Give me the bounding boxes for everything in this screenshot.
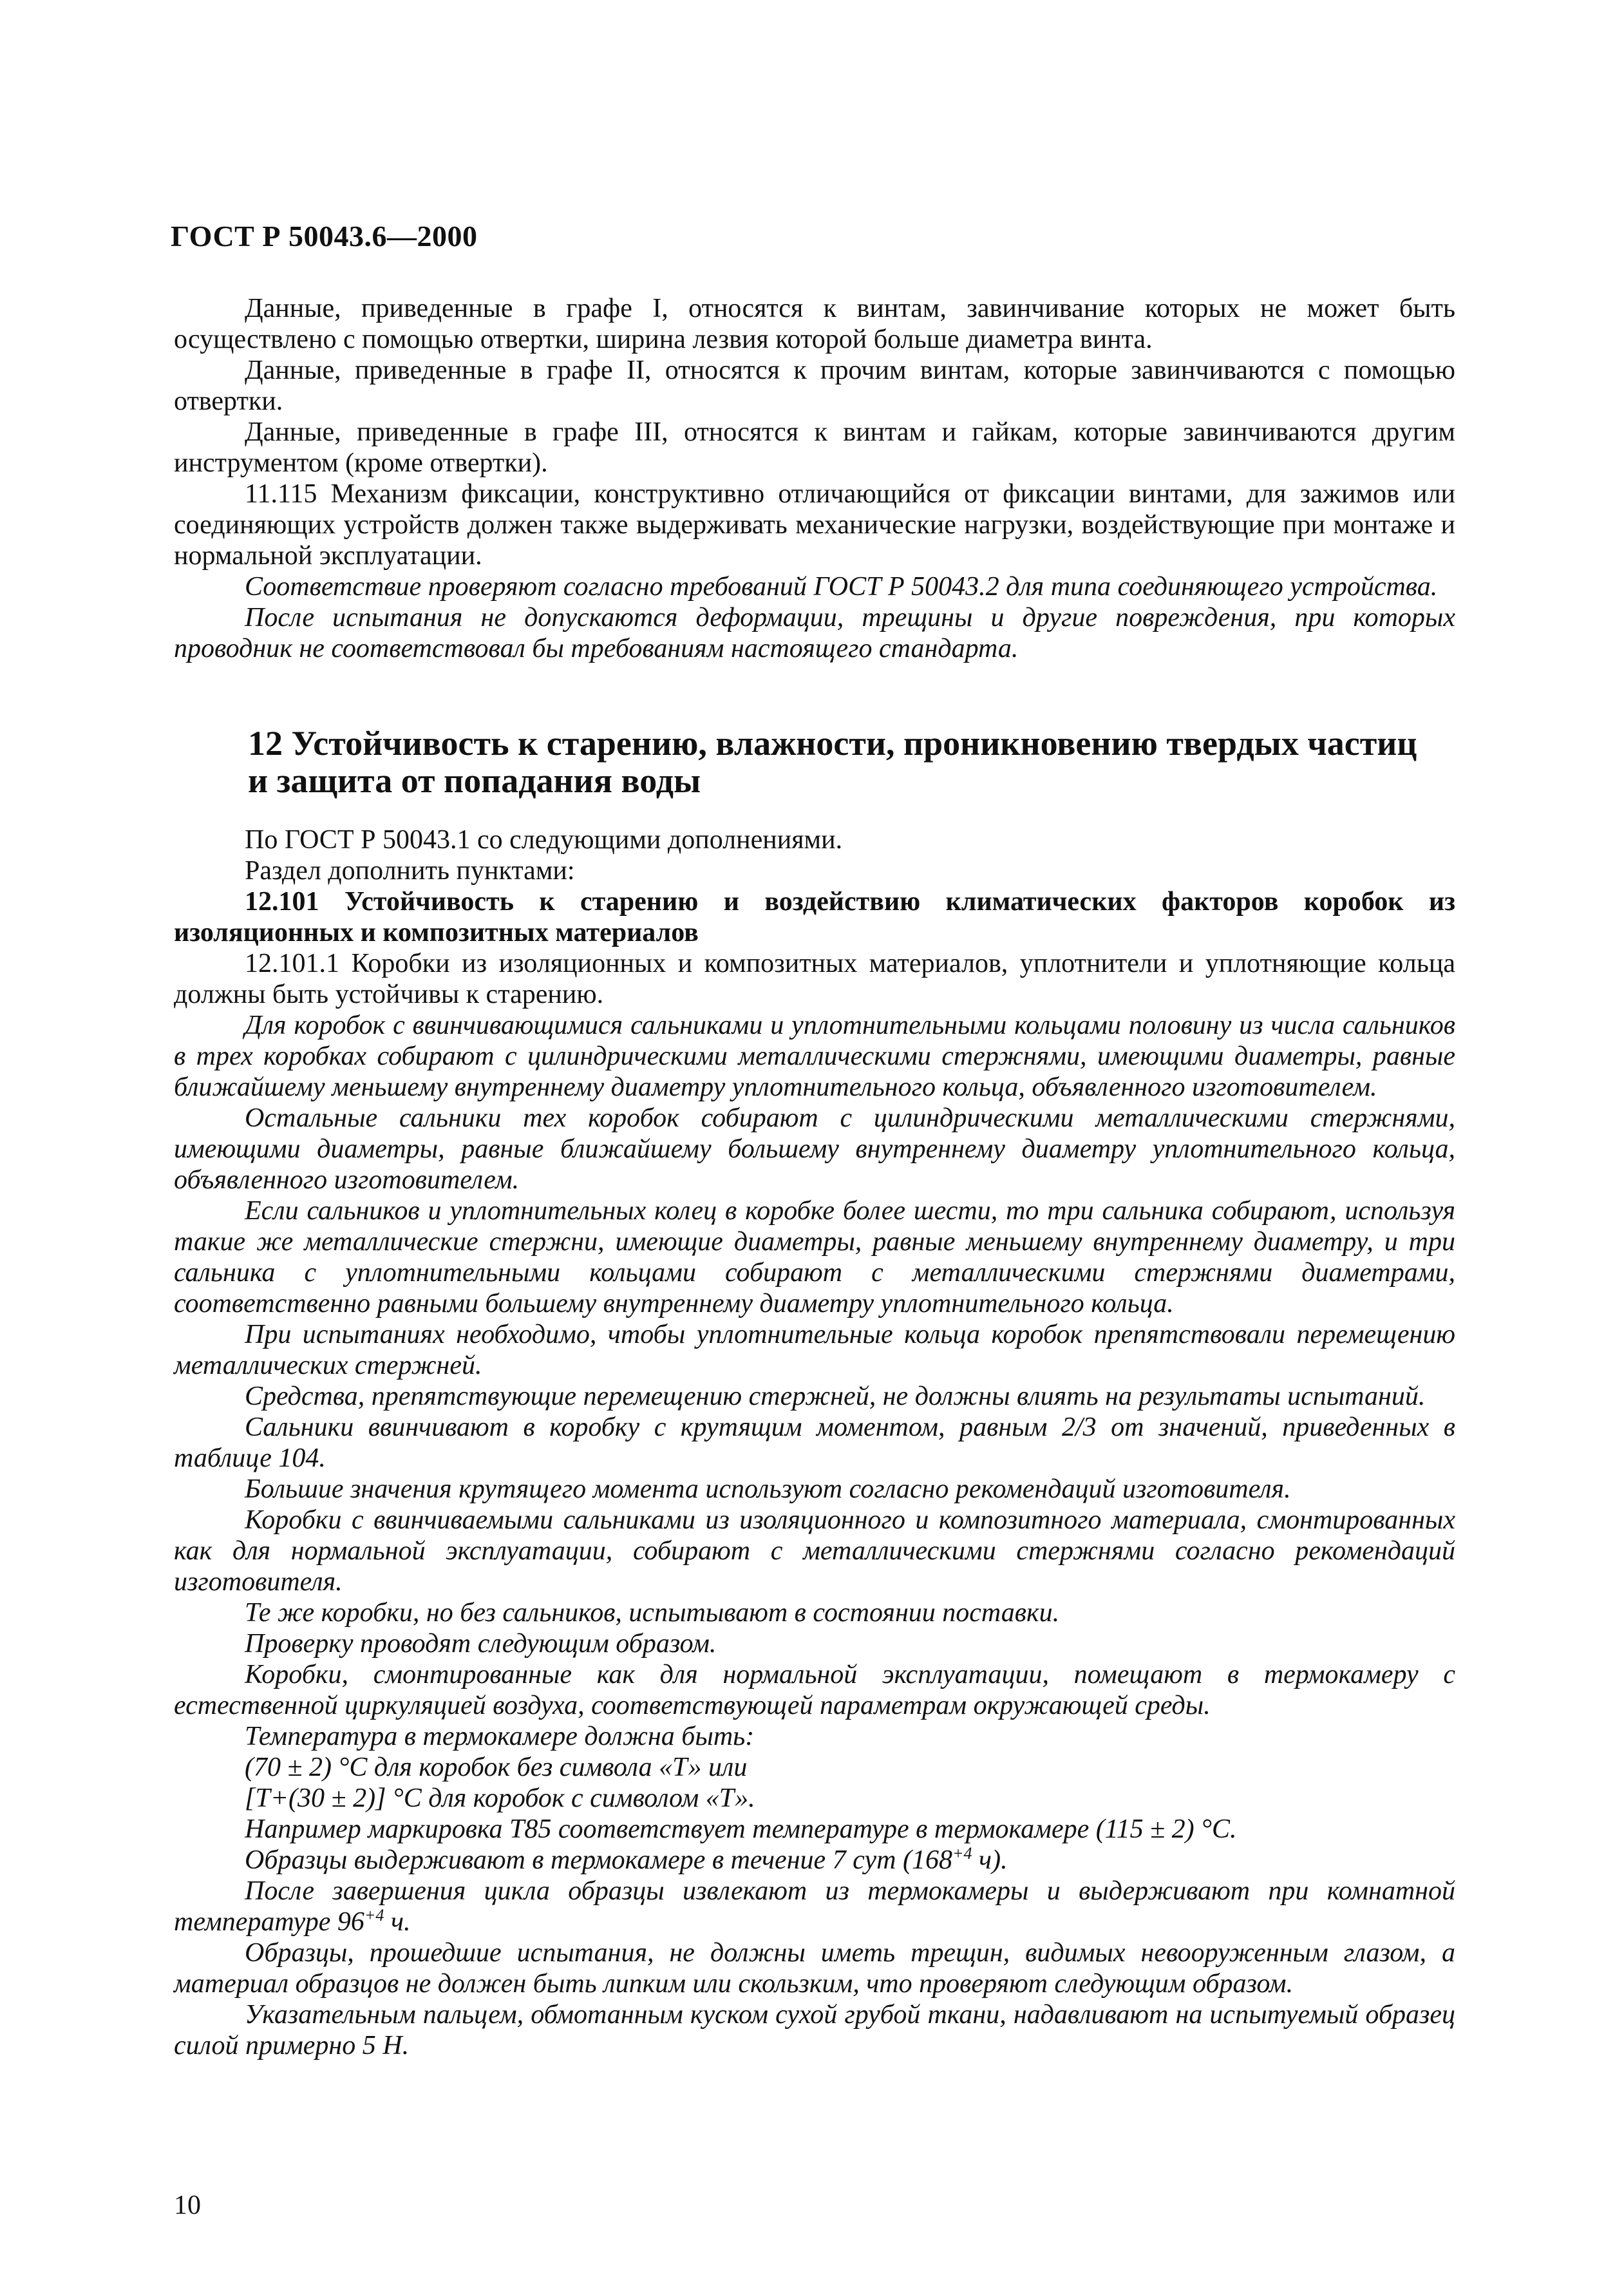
paragraph-check-procedure: Проверку проводят следующим образом. <box>245 1629 717 1659</box>
paragraph-column-ii: Данные, приведенные в графе II, относятся к прочим винтам, которые завинчиваются с помощью отвертки. <box>174 356 1455 416</box>
paragraph-example-t85: Например маркировка Т85 соответствует температуре в термокамере (115 ± 2) °С. <box>245 1814 1237 1844</box>
section-12-title-line1: 12 Устойчивость к старению, влажности, проникновению твердых частиц <box>248 724 1417 763</box>
section-12-title-line2: и защита от попадания воды <box>248 761 701 800</box>
paragraph-means-prevent: Средства, препятствующие перемещению стержней, не должны влиять на результаты испытаний. <box>245 1382 1426 1411</box>
paragraph-screwed-glands: Коробки с ввинчиваемыми сальниками из изоляционного и композитного материала, смонтированных как для нормальной эксплуатации, собирают с металлическими стержнями согласно рекомендаций изготовителя. <box>174 1505 1455 1597</box>
paragraph-column-iii: Данные, приведенные в графе III, относятся к винтам и гайкам, которые завинчиваются другим инструментом (кроме отвертки). <box>174 417 1455 478</box>
paragraph-thermo-chamber: Коробки, смонтированные как для нормальной эксплуатации, помещают в термокамеру с естественной циркуляцией воздуха, соответствующей параметрам окружающей среды. <box>174 1660 1455 1720</box>
paragraph-torque: Сальники ввинчивают в коробку с крутящим моментом, равным 2/3 от значений, приведенных в таблице 104. <box>174 1412 1455 1473</box>
paragraph-finger-press: Указательным пальцем, обмотанным куском сухой грубой ткани, надавливают на испытуемый образец силой примерно 5 Н. <box>174 2000 1455 2060</box>
paragraph-no-cracks: Образцы, прошедшие испытания, не должны иметь трещин, видимых невооруженным глазом, а материал образцов не должен быть липким или скользким, что проверяют следующим образом. <box>174 1938 1455 1999</box>
paragraph-more-than-six: Если сальников и уплотнительных колец в коробке более шести, то три сальника собирают, используя такие же металлические стержни, имеющие диаметры, равные меньшему внутреннему диаметру, и три сальника с уплотнительными кольцами собирают с металлическими стержнями диаметрами, соответственно равными большему внутреннему диаметру уплотнительного кольца. <box>174 1196 1455 1318</box>
text-block-top <box>174 293 1455 664</box>
paragraph-temperature-heading: Температура в термокамере должна быть: <box>245 1722 755 1751</box>
paragraph-compliance-check: Соответствие проверяют согласно требований ГОСТ Р 50043.2 для типа соединяющего устройства. <box>245 572 1438 602</box>
paragraph-intro-1: По ГОСТ Р 50043.1 со следующими дополнениями. <box>245 825 843 855</box>
subsection-12-101-title: 12.101 Устойчивость к старению и воздействию климатических факторов коробок из изоляционных и композитных материалов <box>174 887 1455 947</box>
paragraph-glands-half: Для коробок с ввинчивающимися сальниками и уплотнительными кольцами половину из числа сальников в трех коробках собирают с цилиндрическими металлическими стержнями, имеющими диаметры, равные ближайшему меньшему внутреннему диаметру уплотнительного кольца, объявленного изготовителем. <box>174 1011 1455 1102</box>
paragraph-11-115: 11.115 Механизм фиксации, конструктивно отличающийся от фиксации винтами, для зажимов или соединяющих устройств должен также выдерживать механические нагрузки, воздействующие при монтаже и нормальной эксплуатации. <box>174 479 1455 571</box>
page-number: 10 <box>174 2191 201 2220</box>
paragraph-rings-prevent: При испытаниях необходимо, чтобы уплотнительные кольца коробок препятствовали перемещению металлических стержней. <box>174 1320 1455 1380</box>
paragraph-after-test: После испытания не допускаются деформации, трещины и другие повреждения, при которых проводник не соответствовал бы требованиям настоящего стандарта. <box>174 603 1455 663</box>
paragraph-temperature-no-t: (70 ± 2) °С для коробок без символа «Т» или <box>245 1753 748 1782</box>
page-header-standard-number: ГОСТ Р 50043.6—2000 <box>171 220 478 252</box>
paragraph-intro-2: Раздел дополнить пунктами: <box>245 856 575 886</box>
paragraph-temperature-with-t: [Т+(30 ± 2)] °С для коробок с символом «Т». <box>245 1783 755 1813</box>
paragraph-after-cycle: После завершения цикла образцы извлекают из термокамеры и выдерживают при комнатной температуре $96^{+4}$ ч. <box>174 1876 1455 1937</box>
paragraph-without-glands: Те же коробки, но без сальников, испытывают в состоянии поставки. <box>245 1598 1060 1628</box>
paragraph-glands-rest: Остальные сальники тех коробок собирают с цилиндрическими металлическими стержнями, имеющими диаметры, равные ближайшему большему внутреннему диаметру уплотнительного кольца, объявленного изготовителем. <box>174 1103 1455 1195</box>
section-12-title <box>248 725 1439 799</box>
paragraph-larger-torque: Большие значения крутящего момента используют согласно рекомендаций изготовителя. <box>245 1474 1291 1504</box>
paragraph-hold-duration: Образцы выдерживают в термокамере в течение 7 сут ($168^{+4}$ ч). <box>245 1844 1008 1875</box>
paragraph-12-101-1: 12.101.1 Коробки из изоляционных и композитных материалов, уплотнители и уплотняющие кольца должны быть устойчивы к старению. <box>174 949 1455 1009</box>
paragraph-column-i: Данные, приведенные в графе I, относятся к винтам, завинчивание которых не может быть осуществлено с помощью отвертки, ширина лезвия которой больше диаметра винта. <box>174 294 1455 354</box>
text-block-section-12 <box>174 824 1455 2061</box>
